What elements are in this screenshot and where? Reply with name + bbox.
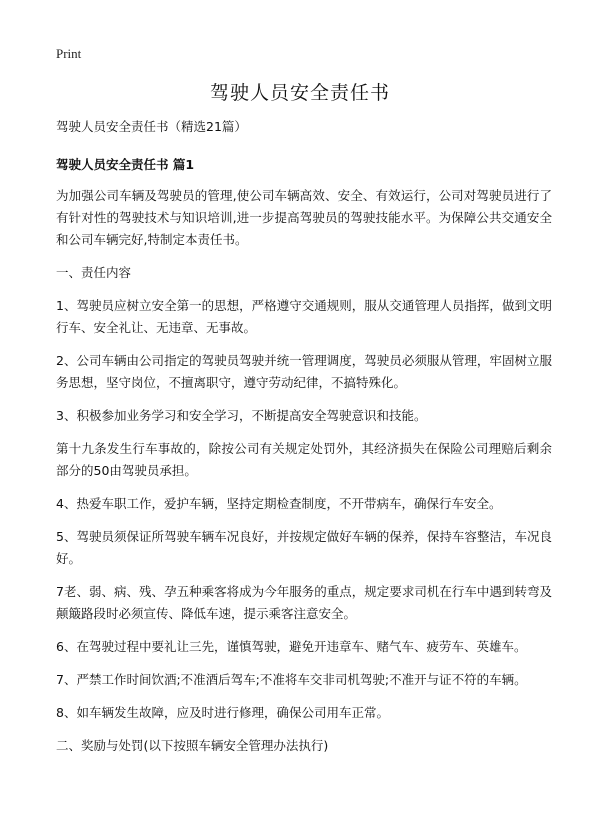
clause-2: 2、公司车辆由公司指定的驾驶员驾驶并统一管理调度，驾驶员必须服从管理，牢固树立服务思想，坚守岗位，不擅离职守，遵守劳动纪律，不搞特殊化。 <box>56 353 552 390</box>
clause-7a: 7老、弱、病、残、孕五种乘客将成为今年服务的重点，规定要求司机在行车中遇到转弯及颠簸路段时必须宣传、降低车速，提示乘客注意安全。 <box>56 584 552 621</box>
section-heading: 驾驶人员安全责任书 篇1 <box>56 157 195 172</box>
clause-6: 6、在驾驶过程中要礼让三先，谨慎驾驶，避免开违章车、赌气车、疲劳车、英雄车。 <box>56 639 527 654</box>
clause-3: 3、积极参加业务学习和安全学习，不断提高安全驾驶意识和技能。 <box>56 408 427 423</box>
clause-7: 7、严禁工作时间饮酒;不准酒后驾车;不准将车交非司机驾驶;不准开与证不符的车辆。 <box>56 672 527 687</box>
intro-paragraph: 为加强公司车辆及驾驶员的管理,使公司车辆高效、安全、有效运行，公司对驾驶员进行了有针对性的驾驶技术与知识培训,进一步提高驾驶员的驾驶技能水平。为保障公共交通安全和公司车辆完好,特制定本责任书。 <box>56 188 552 247</box>
clause-article-19: 第十九条发生行车事故的，除按公司有关规定处罚外，其经济损失在保险公司理赔后剩余部分的50由驾驶员承担。 <box>56 441 552 478</box>
section-responsibilities-heading: 一、责任内容 <box>56 265 132 280</box>
section-rewards-heading: 二、奖励与处罚(以下按照车辆安全管理办法执行) <box>56 738 329 753</box>
clause-4: 4、热爱车职工作，爱护车辆，坚持定期检查制度，不开带病车，确保行车安全。 <box>56 496 502 511</box>
clause-5: 5、驾驶员须保证所驾驶车辆车况良好，并按规定做好车辆的保养，保持车容整洁，车况良好。 <box>56 529 552 566</box>
document-body <box>56 116 552 768</box>
document-subtitle: 驾驶人员安全责任书（精选21篇） <box>56 119 247 134</box>
clause-1: 1、驾驶员应树立安全第一的思想，严格遵守交通规则，服从交通管理人员指挥，做到文明行车、安全礼让、无违章、无事故。 <box>56 298 552 335</box>
clause-8: 8、如车辆发生故障，应及时进行修理，确保公司用车正常。 <box>56 705 389 720</box>
page-title: 驾驶人员安全责任书 <box>209 82 390 104</box>
print-link[interactable]: Print <box>56 46 82 61</box>
